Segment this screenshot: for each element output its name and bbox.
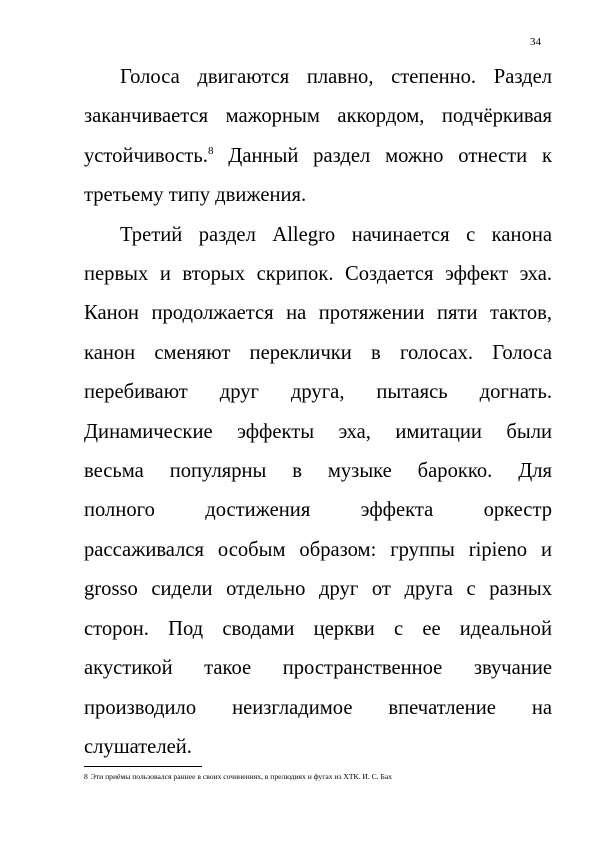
footnote [84, 772, 554, 782]
text-line: рассаживался особым образом: группы ripieno и [84, 538, 552, 561]
text-line: слушателей. [84, 735, 192, 758]
text-line: перебивают друг друга, пытаясь догнать. [84, 381, 552, 404]
footnote-divider [84, 766, 202, 767]
text-line: заканчивается мажорным аккордом, подчёркивая [84, 105, 552, 128]
text-line: grosso сидели отдельно друг от друга с разных [84, 578, 552, 601]
page-number: 34 [530, 36, 541, 48]
paragraph-2 [84, 216, 552, 768]
text-line: канон сменяют переклички в голосах. Голоса [84, 341, 552, 364]
footnote-text: Эти приёмы пользовался раннее в своих сочинениях, в прелюдиях и фугах из ХТК. И. С. Бах [90, 772, 393, 781]
footnote-number: 8 [84, 772, 88, 781]
text-line: Динамические эффекты эха, имитации были [84, 420, 552, 443]
text-line: акустикой такое пространственное звучание [84, 657, 552, 680]
text-line: третьему типу движения. [84, 184, 307, 207]
paragraph-1 [84, 58, 552, 216]
text-line: Канон продолжается на протяжении пяти тактов, [84, 302, 552, 325]
text-line: производило неизгладимое впечатление на [84, 696, 552, 719]
text-line: Третий раздел Allegro начинается с канона [120, 223, 552, 246]
text-fragment: Данный раздел можно отнести к [228, 144, 552, 167]
text-line: весьма популярны в музыке барокко. Для [84, 460, 552, 483]
text-line: Голоса двигаются плавно, степенно. Раздел [120, 66, 552, 88]
text-line: полного достижения эффекта оркестр [84, 499, 552, 522]
text-line: первых и вторых скрипок. Создается эффект эха. [84, 263, 552, 286]
text-fragment: устойчивость. [84, 144, 208, 167]
text-line: сторон. Под сводами церкви с ее идеальной [84, 617, 552, 640]
footnote-marker: 8 [207, 144, 214, 157]
body-text [84, 58, 552, 767]
text-line-with-footnote [84, 137, 552, 176]
